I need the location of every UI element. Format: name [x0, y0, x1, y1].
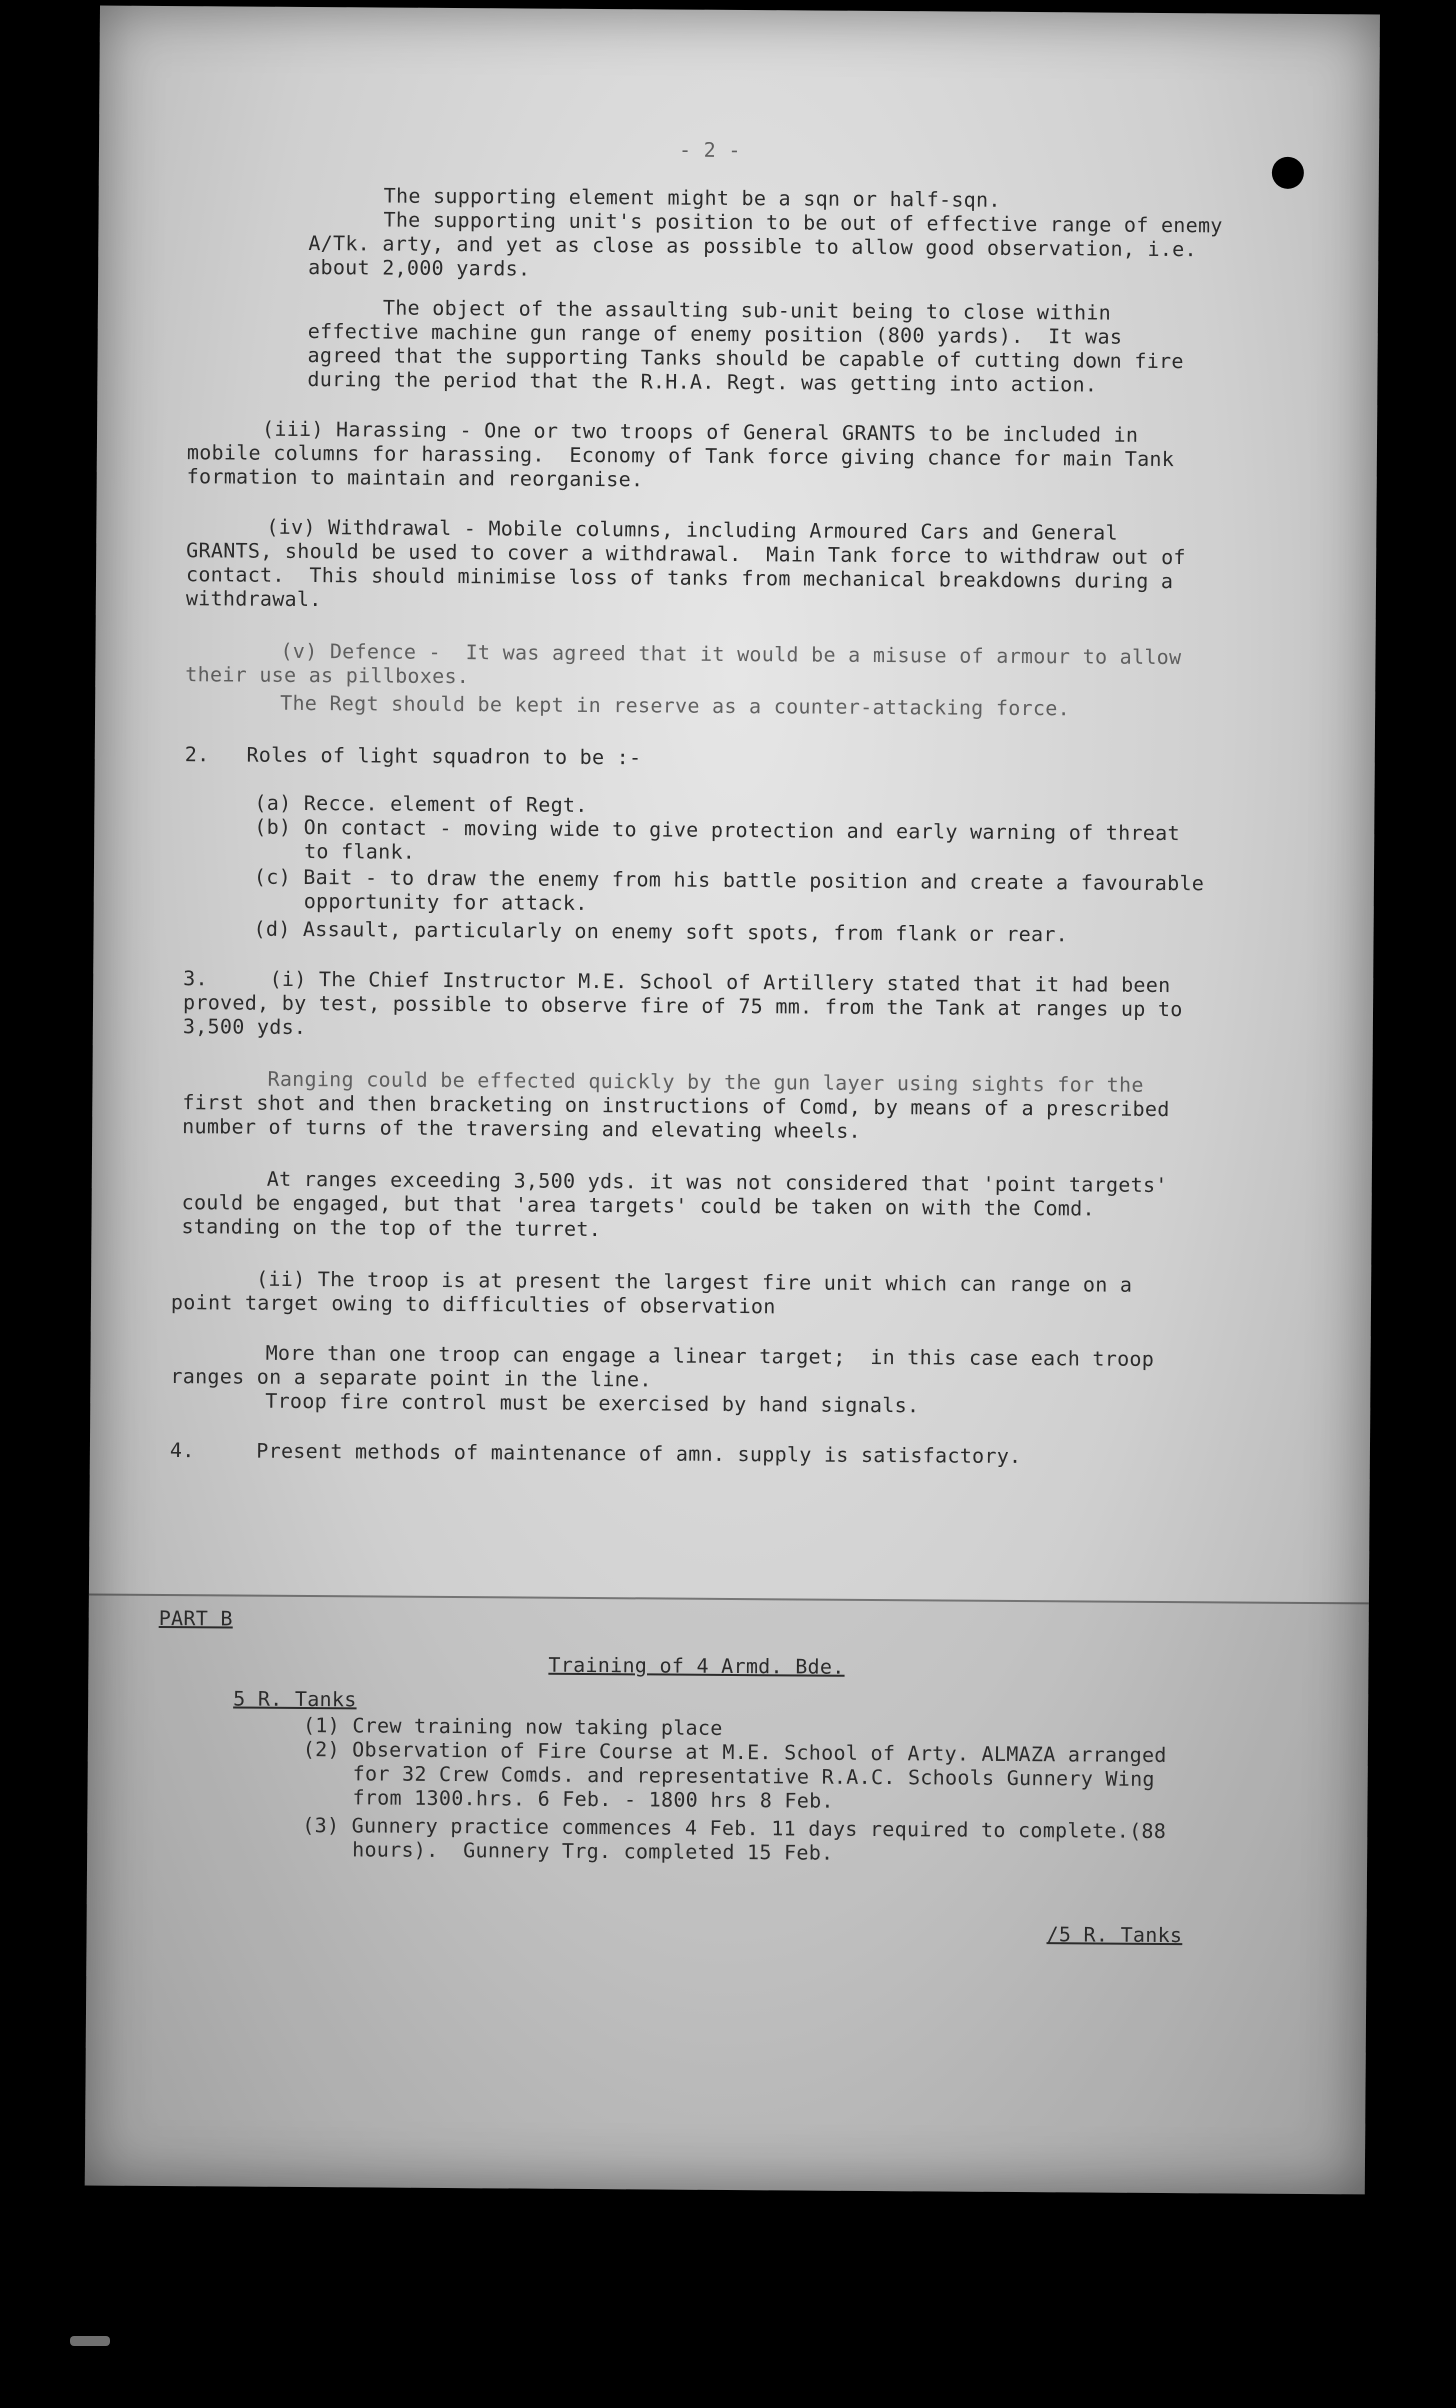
text-line: during the period that the R.H.A. Regt. was getting into action.	[307, 366, 1098, 397]
page-number: - 2 -	[678, 137, 741, 163]
part-heading: PART B	[158, 1605, 233, 1631]
unit-heading: 5 R. Tanks	[233, 1686, 357, 1712]
list-item: (d) Assault, particularly on enemy soft spots, from flank or rear.	[253, 916, 1069, 947]
text-line: (ii) The troop is at present the largest fire unit which can range on a	[256, 1266, 1133, 1297]
text-line: could be engaged, but that 'area targets' could be taken on with the Comd.	[181, 1190, 1095, 1221]
list-item: (b) On contact - moving wide to give protection and early warning of threat	[254, 814, 1180, 846]
text-line: Ranging could be effected quickly by the gun layer using sights for the	[267, 1066, 1144, 1097]
text-line: More than one troop can engage a linear target; in this case each troop	[265, 1340, 1155, 1371]
text-line: The supporting unit's position to be out of effective range of enemy	[383, 207, 1223, 238]
film-speck	[70, 2336, 110, 2346]
list-item: (c) Bait - to draw the enemy from his battle position and create a favourable	[253, 864, 1205, 896]
text-line: number of turns of the traversing and elevating wheels.	[182, 1114, 862, 1143]
list-item: from 1300.hrs. 6 Feb. - 1800 hrs 8 Feb.	[352, 1785, 834, 1813]
text-line: (v) Defence - It was agreed that it would be a misuse of armour to allow	[280, 638, 1182, 670]
list-item: (3) Gunnery practice commences 4 Feb. 11 days required to complete.(88	[302, 1812, 1167, 1844]
text-line: effective machine gun range of enemy position (800 yards). It was	[307, 318, 1123, 349]
text-line: formation to maintain and reorganise.	[186, 464, 644, 492]
section-title: Training of 4 Armd. Bde.	[548, 1652, 845, 1679]
text-line: withdrawal.	[185, 586, 322, 612]
text-line: proved, by test, possible to observe fire of 75 mm. from the Tank at ranges up to	[182, 990, 1183, 1022]
text-line: The object of the assaulting sub-unit being to close within	[382, 295, 1112, 325]
list-item: (a) Recce. element of Regt.	[254, 790, 588, 817]
text-line: 3. (i) The Chief Instructor M.E. School of Artillery stated that it had been	[183, 966, 1171, 998]
text-line: their use as pillboxes.	[185, 662, 470, 689]
text-line: The Regt should be kept in reserve as a counter-attacking force.	[280, 690, 1071, 721]
list-item: (2) Observation of Fire Course at M.E. School of Arty. ALMAZA arranged	[302, 1736, 1167, 1768]
document-page	[85, 6, 1380, 2195]
text-line: contact. This should minimise loss of tanks from mechanical breakdowns during a	[185, 562, 1174, 594]
text-line: 4. Present methods of maintenance of amn. supply is satisfactory.	[169, 1438, 1022, 1468]
list-item: (1) Crew training now taking place	[302, 1712, 723, 1740]
lower-section-shade	[85, 1595, 1369, 2194]
text-line: about 2,000 yards.	[308, 254, 531, 281]
text-line: point target owing to difficulties of observation	[170, 1290, 776, 1319]
section-heading: 2. Roles of light squadron to be :-	[184, 742, 642, 770]
list-item: to flank.	[304, 838, 416, 864]
list-item: for 32 Crew Comds. and representative R.A.C. Schools Gunnery Wing	[352, 1761, 1155, 1791]
text-line: mobile columns for harassing. Economy of Tank force giving chance for main Tank	[186, 440, 1175, 472]
text-line: (iii) Harassing - One or two troops of General GRANTS to be included in	[261, 416, 1139, 447]
list-item: opportunity for attack.	[303, 888, 588, 915]
text-line: A/Tk. arty, and yet as close as possible to allow good observation, i.e.	[308, 230, 1197, 262]
text-line: ranges on a separate point in the line.	[170, 1364, 652, 1392]
text-line: standing on the top of the turret.	[181, 1214, 602, 1242]
signature-line: /5 R. Tanks	[1046, 1922, 1183, 1948]
punch-hole	[1272, 157, 1304, 189]
text-line: GRANTS, should be used to cover a withdrawal. Main Tank force to withdraw out of	[186, 538, 1186, 570]
text-line: At ranges exceeding 3,500 yds. it was not considered that 'point targets'	[266, 1166, 1168, 1198]
text-line: agreed that the supporting Tanks should be capable of cutting down fire	[307, 342, 1184, 374]
list-item: hours). Gunnery Trg. completed 15 Feb.	[352, 1837, 834, 1865]
text-line: The supporting element might be a sqn or half-sqn.	[383, 183, 1001, 212]
text-line: first shot and then bracketing on instructions of Comd, by means of a prescribed	[182, 1090, 1170, 1122]
text-line: (iv) Withdrawal - Mobile columns, including Armoured Cars and General	[266, 514, 1118, 545]
text-line: 3,500 yds.	[182, 1014, 307, 1039]
text-line: Troop fire control must be exercised by hand signals.	[265, 1388, 920, 1418]
